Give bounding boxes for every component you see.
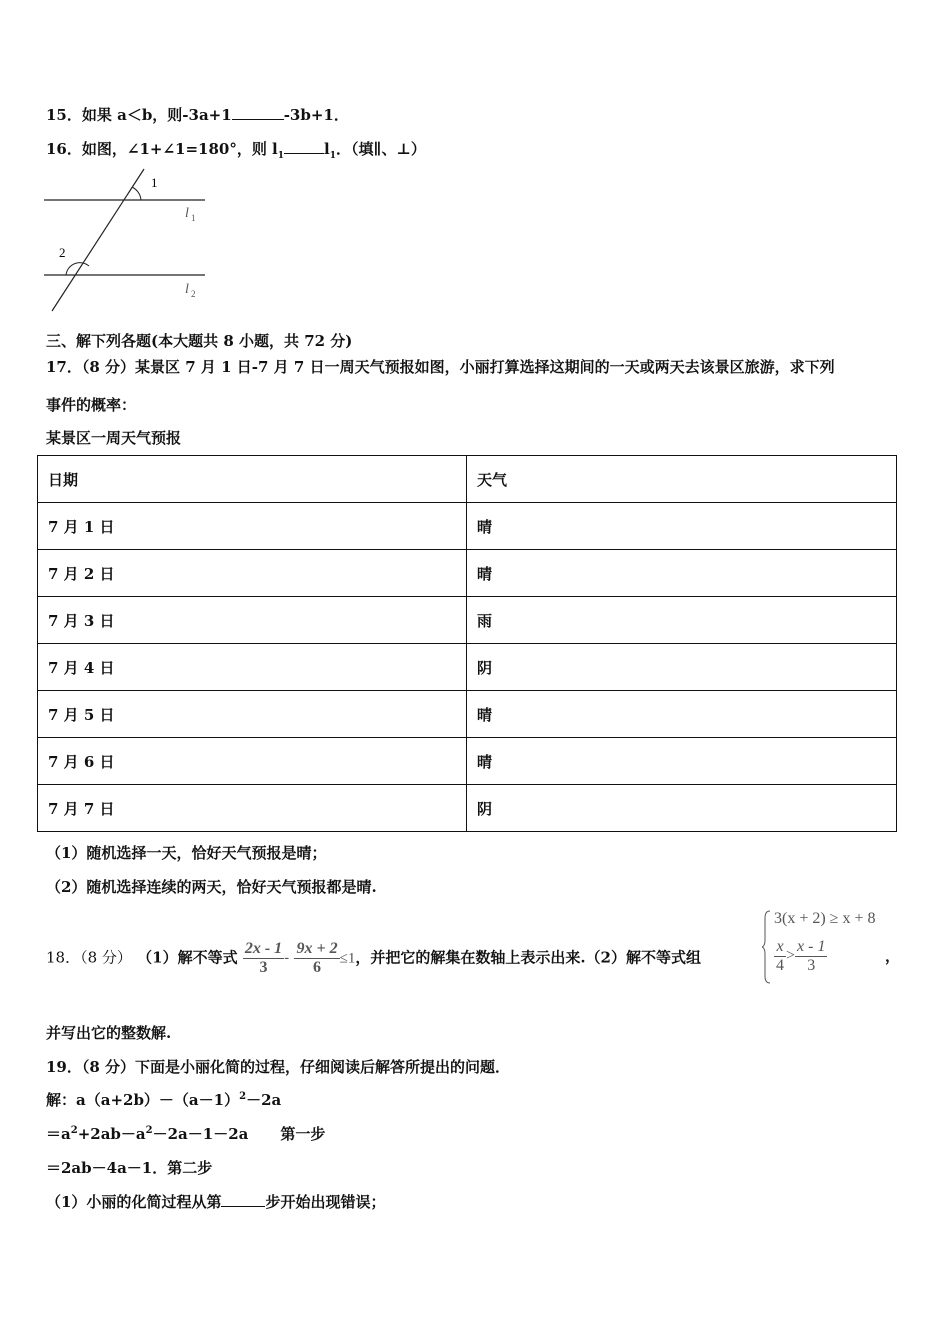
question-17-text-cont: 事件的概率： [46,396,137,414]
question-19-part-1: （1）小丽的化简过程从第 步开始出现错误； [46,1193,386,1211]
question-19: 19．（8 分）下面是小丽化简的过程，仔细阅读后解答所提出的问题． [46,1058,511,1076]
weather-cell: 阴 [467,785,897,832]
question-17-part-1: （1）随机选择一天，恰好天气预报是晴； [46,844,327,862]
angle-1-label: 1 [151,175,158,190]
answer-blank[interactable] [284,141,324,154]
weather-cell: 晴 [467,691,897,738]
solution-line-1: 解：$a(a+2b)-(a-1)^2-2a$ [46,1091,282,1109]
brace-icon [762,910,772,984]
question-18-cont: 并写出它的整数解. [46,1024,172,1042]
table-row [38,691,897,738]
table-row [38,785,897,832]
date-cell: 7 月 2 日 [38,550,467,597]
weather-cell: 雨 [467,597,897,644]
header-weather: 天气 [467,456,897,503]
transversal [52,169,144,311]
parallel-lines-figure [40,165,215,315]
angle-2-arc [66,263,89,275]
system-line-1: 3(x + 2) ≥ x + 8 [774,910,876,927]
table-row [38,597,897,644]
date-cell: 7 月 7 日 [38,785,467,832]
date-cell: 7 月 4 日 [38,644,467,691]
system-line-2: $\frac{x}{4}$ > $\frac{x - 1}{3}$ [776,938,826,974]
question-16: 16．如图，∠1+∠1=180°，则 $l_1$ $l_1$．（填∥、⊥） [46,140,426,161]
solution-line-2: $=a^2+2ab-a^2-2a-1-2a$ 第一步 [46,1125,326,1143]
angle-2-label: 2 [59,245,66,260]
fraction-2: $\frac{9x + 2}{6}$ [296,940,338,976]
table-row [38,503,897,550]
weather-cell: 晴 [467,503,897,550]
weather-cell: 阴 [467,644,897,691]
weather-cell: 晴 [467,550,897,597]
table-row [38,550,897,597]
question-number: 15． [46,106,82,124]
answer-blank[interactable] [221,1194,265,1207]
table-row [38,738,897,785]
section-title: 三、解下列各题(本大题共 8 小题，共 72 分) [46,332,353,350]
table-header-row [38,456,897,503]
fraction-1: $\frac{2x - 1}{3}$ [244,940,283,976]
line-l2-label: l [185,282,189,297]
line-l2-sub: 2 [191,289,196,299]
question-15: 15．如果 a＜b，则-3a+1 -3b+1． [46,106,349,124]
date-cell: 7 月 1 日 [38,503,467,550]
answer-blank[interactable] [232,107,284,120]
question-number: 16． [46,140,82,158]
table-row [38,644,897,691]
date-cell: 7 月 3 日 [38,597,467,644]
header-date: 日期 [38,456,467,503]
solution-line-3: ＝2ab－4a－1．第二步 [46,1159,213,1177]
line-l1-label: l [185,206,189,221]
angle-1-arc [132,187,141,200]
question-17-part-2: （2）随机选择连续的两天，恰好天气预报都是晴. [46,878,377,896]
weather-table [37,455,897,832]
question-17-text: 17．（8 分）某景区 7 月 1 日-7 月 7 日一周天气预报如图，小丽打算选择这期间的一天或两天去该景区旅游，求下列 [46,358,835,376]
date-cell: 7 月 5 日 [38,691,467,738]
question-18: 18．（8 分） （1）解不等式 $\frac{2x - 1}{3}$ - $\frac{9x + 2}{6}$ ≤1，并把它的解集在数轴上表示出来.（2）解不等式组 [46,940,701,976]
line-l1-sub: 1 [191,213,196,223]
table-caption: 某景区一周天气预报 [46,429,182,447]
weather-cell: 晴 [467,738,897,785]
q18-comma: ， [885,947,901,965]
date-cell: 7 月 6 日 [38,738,467,785]
